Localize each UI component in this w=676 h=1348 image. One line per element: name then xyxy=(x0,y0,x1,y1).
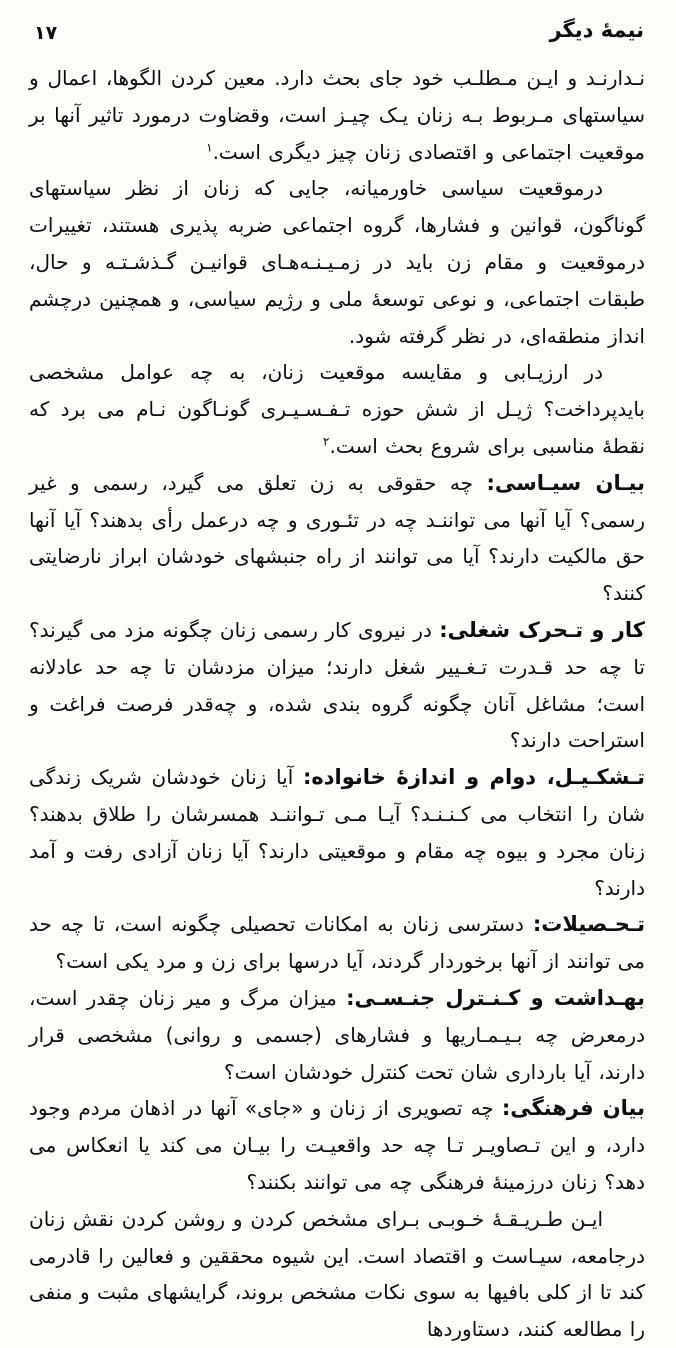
paragraph-text: چه حقوقی به زن تعلق می گیرد، رسمی و غیر رسمی؟ آیا آنها می تواننـد چه در تئـوری و چه درعمل رأی بدهند؟ آیا آنها حق مالکیت دارند؟ آیا می توانند از راه جنبشهای خودشان ابراز نارضایتی کنند؟ xyxy=(29,470,645,606)
body-paragraph xyxy=(29,1201,645,1348)
paragraph-text: نـدارنـد و ایـن مـطلـب خود جای بحث دارد. معین کردن الگوها، اعمال و سیاستهای مـربوط بـه زنان یـک چیـز است، وقضاوت درمورد تاثیر آنها بر موقعیت اجتماعی و اقتصادی زنان چیز دیگری است. xyxy=(29,66,645,164)
section-heading: تـحـصیلات: xyxy=(532,912,645,937)
body-text xyxy=(29,60,645,1348)
section-paragraph xyxy=(29,980,645,1090)
paragraph-text: آیا زنان خودشان شریک زندگی شان را انتخاب می کـنـنـد؟ آیـا مـی تـواننـد همسرشان را طلاق بدهند؟ زنان مجرد و بیوه چه مقام و موقعیتی دارند؟ آیا زنان آزادی رفت و آمد دارند؟ xyxy=(29,765,645,900)
paragraph-text: در نیروی کار رسمی زنان چگونه مزد می گیرند؟ تا چه حد قـدرت تـغـییر شغل دارند؛ میزان مزدشان تا چه حد عادلانه است؛ مشاغل آنان چگونه گروه بندی شده، و چه‌قدر فرصت فراغت و استراحت دارند؟ xyxy=(29,617,645,753)
page-number: ۱۷ xyxy=(34,22,58,44)
footnote-marker: ۱ xyxy=(206,139,213,154)
paragraph-text: درموقعیت سیاسی خاورمیانه، جایی که زنان از نظر سیاستهای گوناگون، قوانین و فشارها، گروه اجتماعی ضربه پذیری هستند، تغییرات درموقعیت و مقام زن باید در زمـیـنـه‌هـای قوانیـن گـذشـتـه و حال، طبقات اجتماعی، و نوعی توسعهٔ ملی و رژیم سیاسی، و همچنین درچشم انداز منطقه‌ای، در نظر گرفته شود. xyxy=(29,176,645,348)
section-paragraph xyxy=(29,1090,645,1200)
section-paragraph xyxy=(29,465,645,612)
body-paragraph xyxy=(29,170,645,354)
section-paragraph xyxy=(29,759,645,906)
paragraph-text: میزان مرگ و میر زنان چقدر است، درمعرض چه بـیـمـاریها و فشارهای (جسمی و روانی) مشخصی قرار دارند، آیا بارداری شان تحت کنترل خودشان است؟ xyxy=(29,985,645,1084)
running-head xyxy=(30,18,644,52)
paragraph-text: ایـن طـریـقـهٔ خـوبـی بـرای مشخص کردن و روشن کردن نقش زنان درجامعه، سیـاست و اقتصاد است. این شیوه محققین و فعالین را قادرمی کند تا از کلی بافیها به سوی نکات مشخص بروند، گرایشهای مثبت و منفی را مطالعه کنند، دستاوردها xyxy=(29,1206,645,1342)
section-heading: تـشکـیـل، دوام و اندازهٔ خانواده: xyxy=(302,765,645,790)
section-heading: بهـداشت و کـنـترل جنـسـی: xyxy=(346,985,645,1010)
section-paragraph xyxy=(29,906,645,980)
paragraph-text: چه تصویری از زنان و «جای» آنها در اذهان مردم وجود دارد، و این تـصاویـر تـا چه حد واقعیـت را بیـان می کند یا انعکاس می دهد؟ زنان درزمینهٔ فرهنگی چه می توانند بکنند؟ xyxy=(29,1096,645,1194)
body-paragraph xyxy=(29,60,645,170)
journal-title: نیمهٔ دیگر xyxy=(549,18,644,42)
section-heading: بیـان سیـاسی: xyxy=(486,470,646,495)
paragraph-text: دسترسی زنان به امکانات تحصیلی چگونه است، تا چه حد می توانند از آنها برخوردار گردند، آیا درسها برای زن و مرد یکی است؟ xyxy=(29,912,645,974)
footnote-marker: ۲ xyxy=(323,434,330,449)
section-heading: بیان فرهنگی: xyxy=(501,1096,645,1121)
section-heading: کار و تـحرک شغلی: xyxy=(439,617,645,642)
body-paragraph xyxy=(29,354,645,464)
paragraph-text: در ارزیـابی و مقایسه موقعیت زنان، به چه عوامل مشخصی بایدپرداخت؟ ژیـل از شش حوزه تـفـسـیـری گونـاگون نـام می برد که نقطهٔ مناسبی برای شروع بحث است. xyxy=(29,360,645,458)
section-paragraph xyxy=(29,612,645,759)
